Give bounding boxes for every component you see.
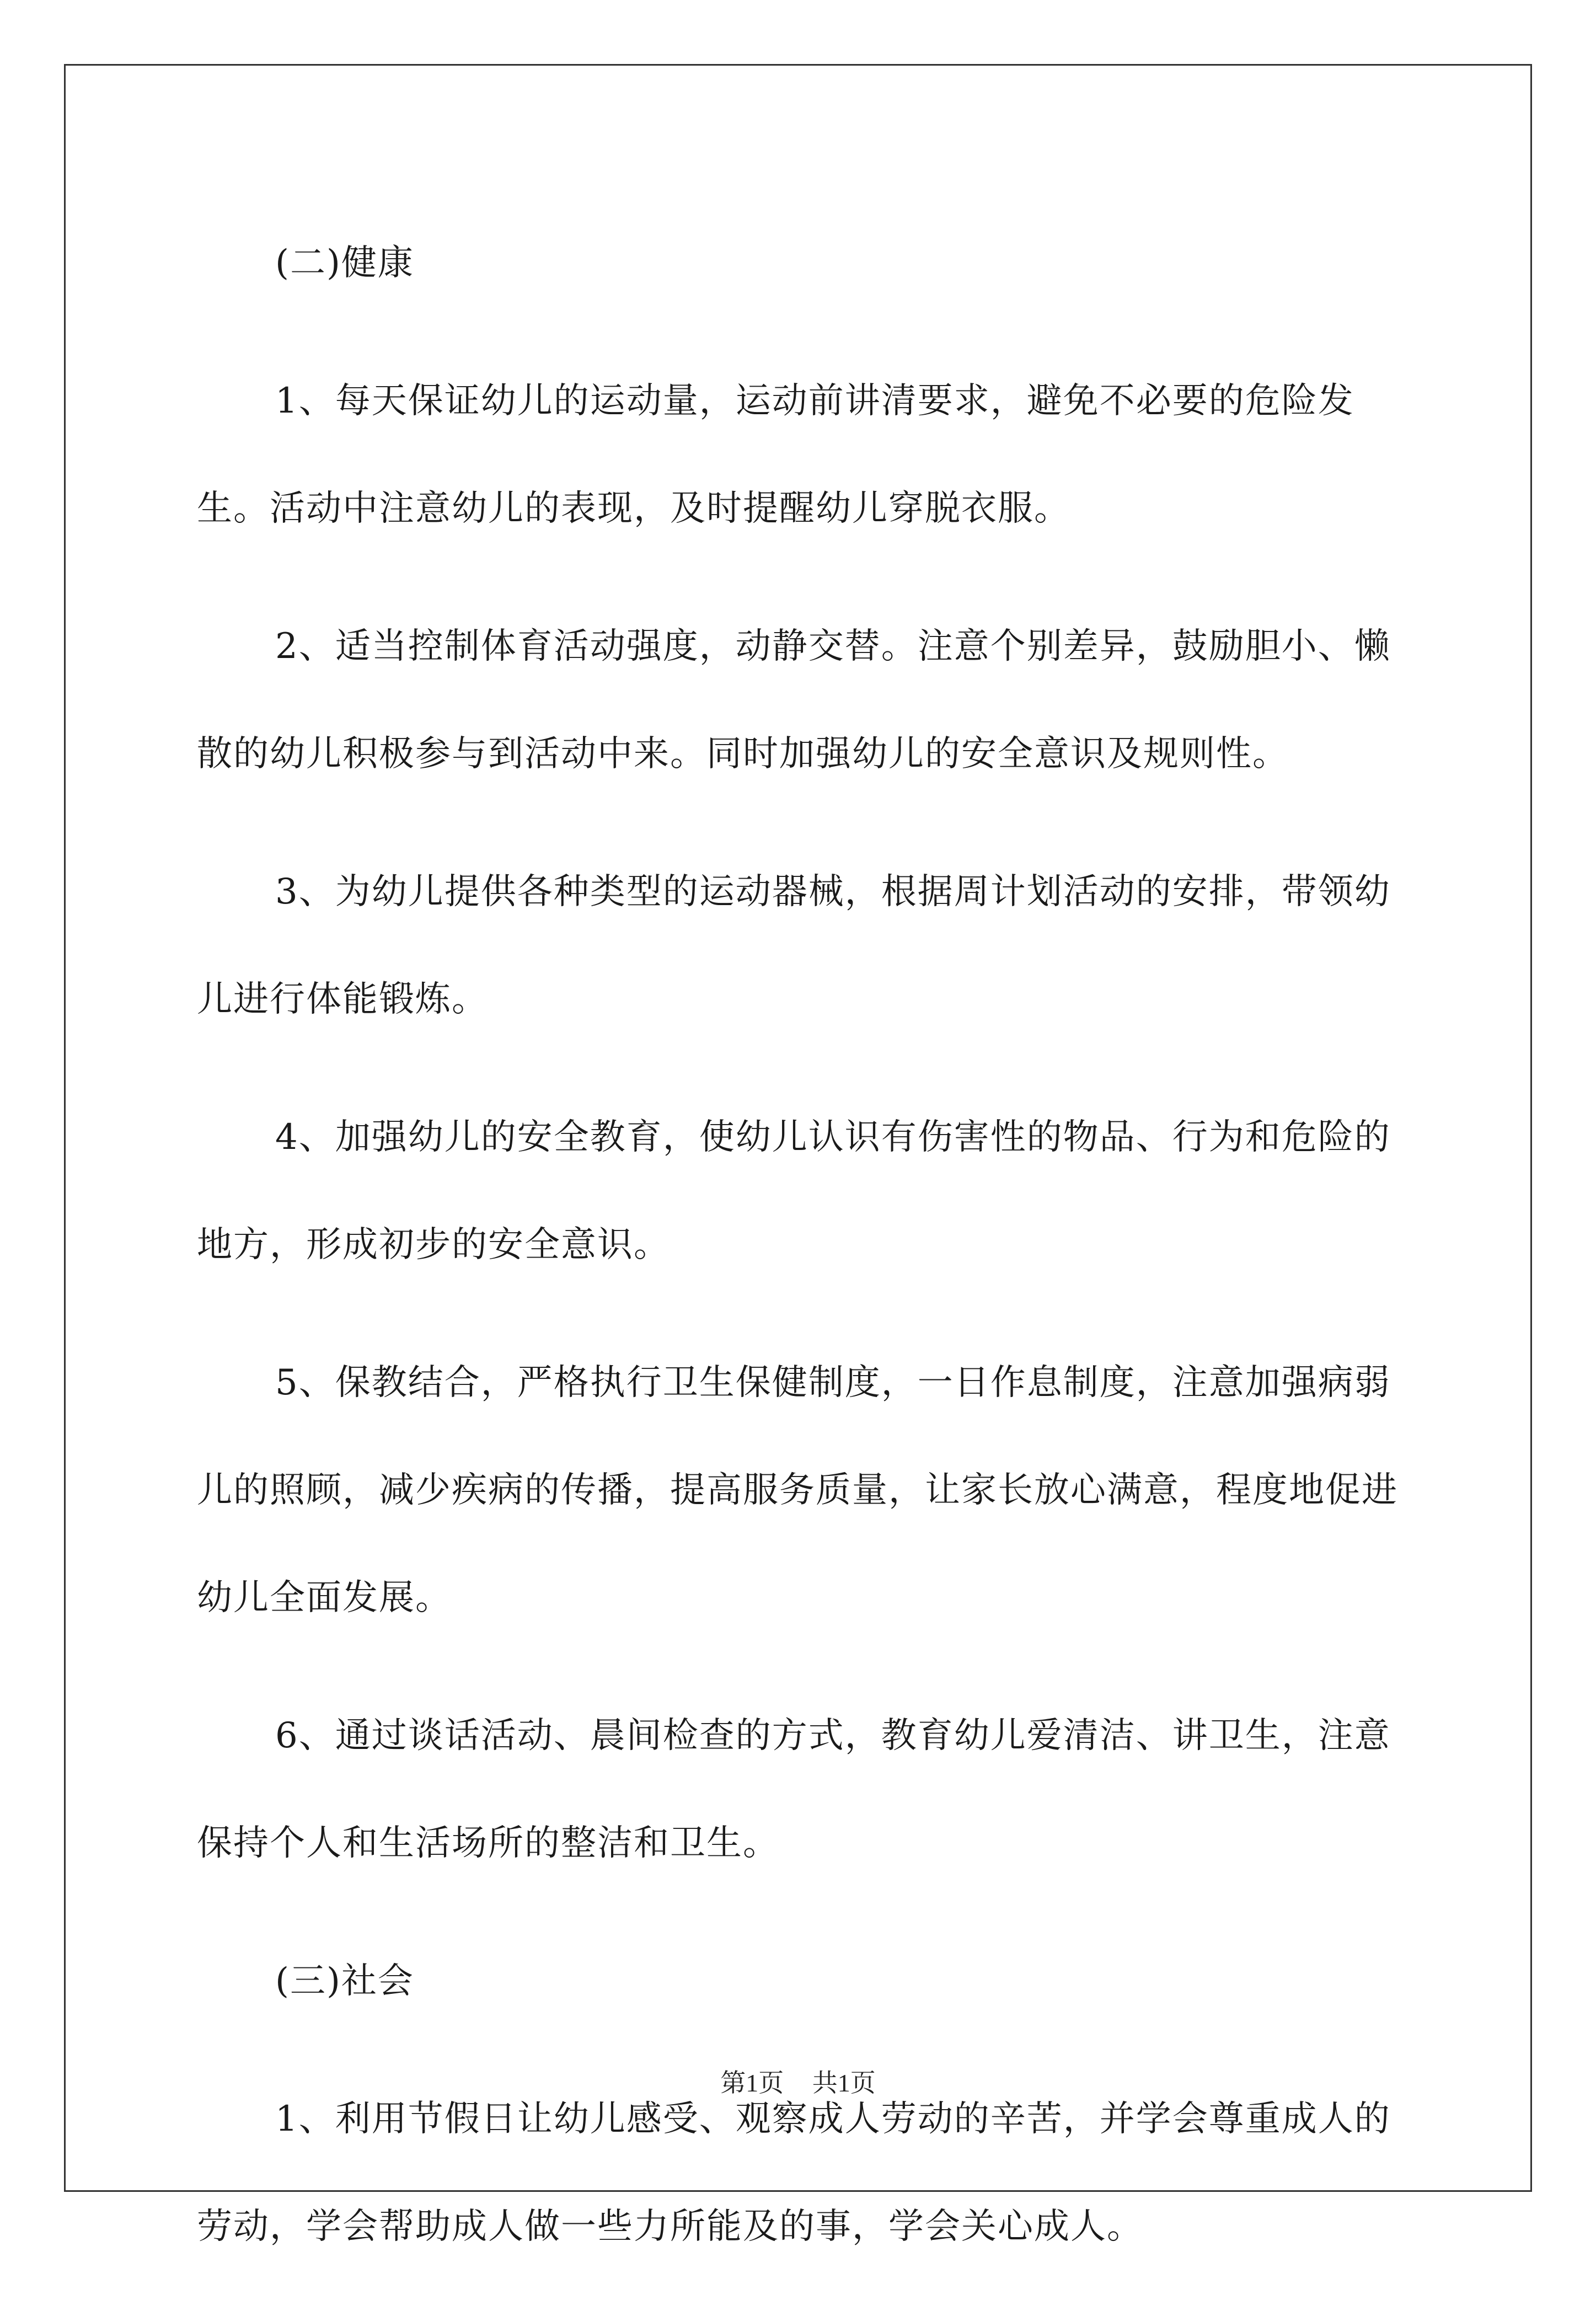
section-heading-society: (三)社会	[275, 1961, 414, 2002]
document-body	[197, 210, 1405, 2311]
page-footer	[0, 2063, 1596, 2099]
paragraph: 4、加强幼儿的安全教育，使幼儿认识有伤害性的物品、行为和危险的地方，形成初步的安全意识。	[197, 1117, 1391, 1265]
page-total: 共1页	[812, 2069, 876, 2097]
paragraph: 6、通过谈话活动、晨间检查的方式，教育幼儿爱清洁、讲卫生，注意保持个人和生活场所的整洁和卫生。	[197, 1715, 1391, 1864]
paragraph: 1、每天保证幼儿的运动量，运动前讲清要求，避免不必要的危险发生。活动中注意幼儿的表现，及时提醒幼儿穿脱衣服。	[197, 381, 1354, 529]
section-heading-health: (二)健康	[275, 243, 414, 283]
paragraph: 3、为幼儿提供各种类型的运动器械，根据周计划活动的安排，带领幼儿进行体能锻炼。	[197, 871, 1391, 1020]
paragraph: 1、利用节假日让幼儿感受、观察成人劳动的辛苦，并学会尊重成人的劳动，学会帮助成人做一些力所能及的事，学会关心成人。	[197, 2099, 1391, 2247]
paragraph: 2、适当控制体育活动强度，动静交替。注意个别差异，鼓励胆小、懒散的幼儿积极参与到活动中来。同时加强幼儿的安全意识及规则性。	[197, 626, 1391, 774]
page-number: 第1页	[720, 2069, 784, 2097]
paragraph: 5、保教结合，严格执行卫生保健制度，一日作息制度，注意加强病弱儿的照顾，减少疾病的传播，提高服务质量，让家长放心满意，程度地促进幼儿全面发展。	[197, 1362, 1398, 1618]
